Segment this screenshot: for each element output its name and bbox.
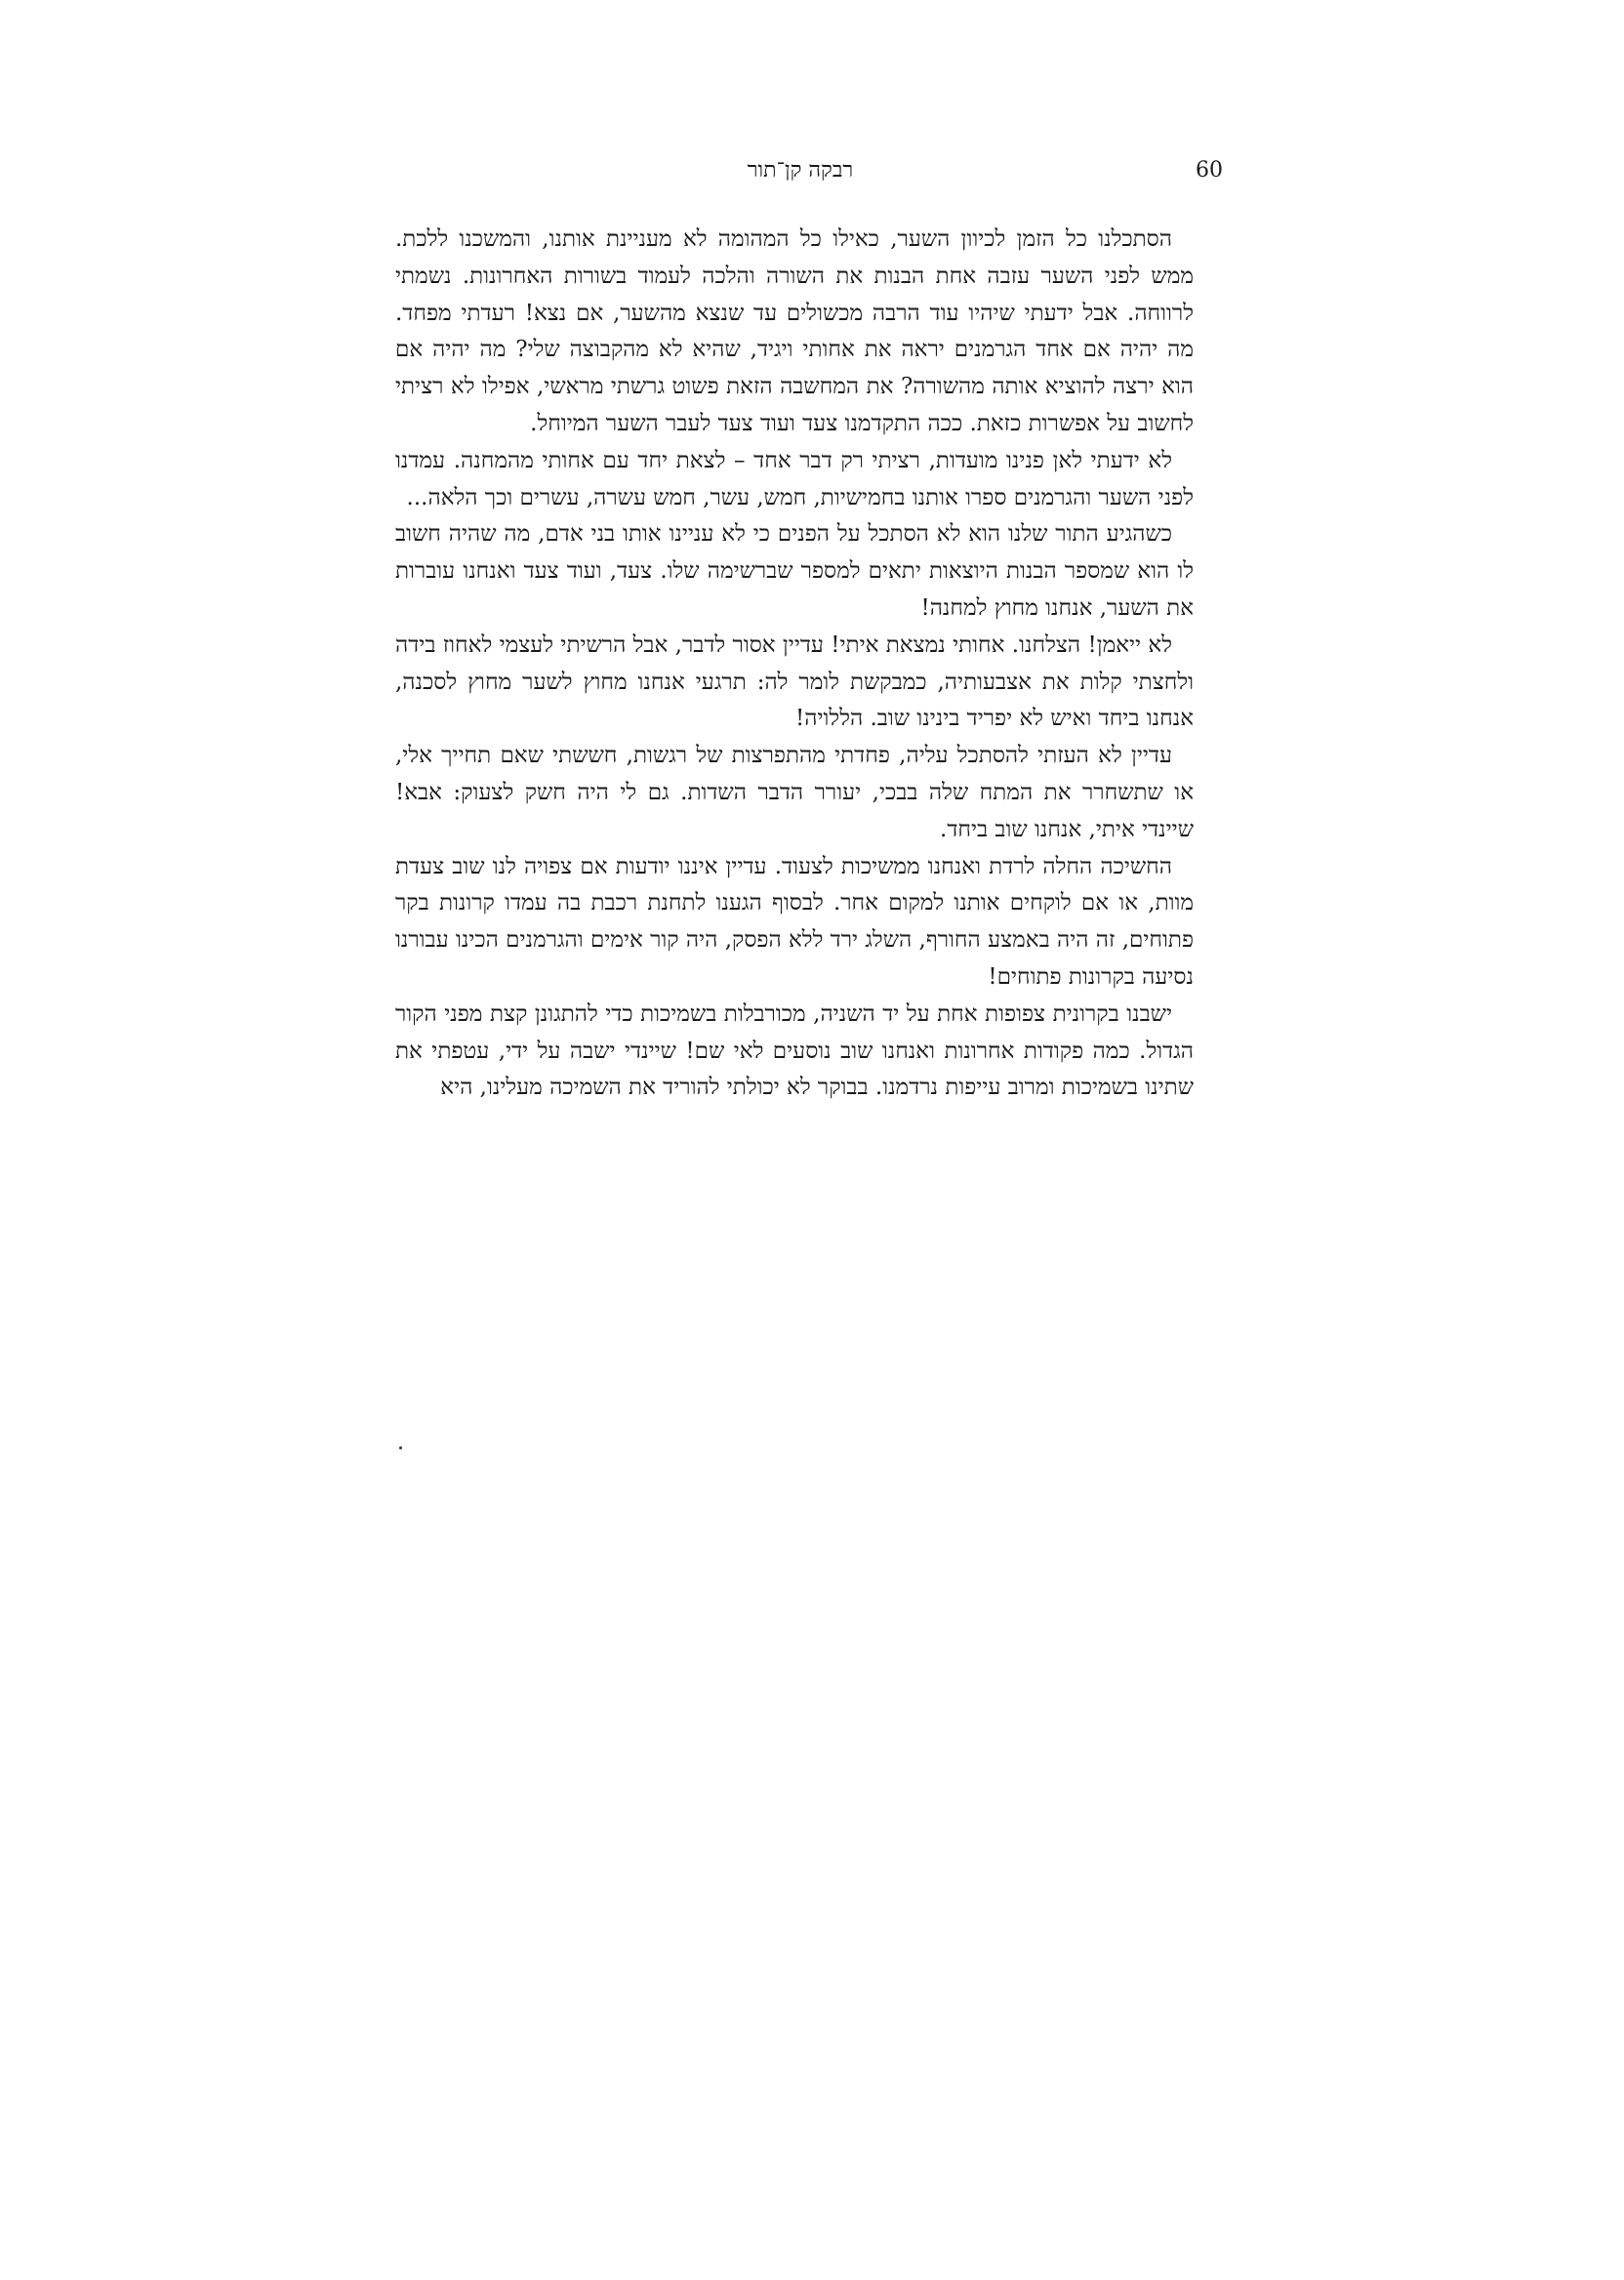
scan-speck (399, 1446, 402, 1449)
paragraph: כשהגיע התור שלנו הוא לא הסתכל על הפנים כי לא עניינו אותו בני אדם, מה שהיה חשוב לו הוא שמספר הבנות היוצאות יתאים למספר שברשימה שלו. צעד, ועוד צעד ואנחנו עוברות את השער, אנחנו מחוץ למחנה! (395, 521, 1194, 621)
paragraph: החשיכה החלה לרדת ואנחנו ממשיכות לצעוד. עדיין איננו יודעות אם צפויה לנו שוב צעדת מוות, או אם לוקחים אותנו למקום אחר. לבסוף הגענו לתחנת רכבת בה עמדו קרונות בקר פתוחים, זה היה באמצע החורף, השלג ירד ללא הפסק, היה קור אימים והגרמנים הכינו עבורנו נסיעה בקרונות פתוחים! (395, 853, 1194, 990)
running-header (395, 151, 1223, 190)
page-number: 60 (1196, 158, 1223, 183)
body-text (395, 222, 1194, 1107)
paragraph: לא ידעתי לאן פנינו מועדות, רציתי רק דבר אחד – לצאת יחד עם אחותי מהמחנה. עמדנו לפני השער והגרמנים ספרו אותנו בחמישיות, חמש, עשר, חמש עשרה, עשרים וכך הלאה... (395, 447, 1194, 510)
paragraph: עדיין לא העזתי להסתכל עליה, פחדתי מהתפרצות של רגשות, חששתי שאם תחייך אלי, או שתשחרר את המתח שלה בבכי, יעורר הדבר השדות. גם לי היה חשק לצעוק: אבא! שיינדי איתי, אנחנו שוב ביחד. (395, 743, 1194, 842)
paragraph: הסתכלנו כל הזמן לכיוון השער, כאילו כל המהומה לא מעניינת אותנו, והמשכנו ללכת. ממש לפני השער עזבה אחת הבנות את השורה והלכה לעמוד בשורות האחרונות. נשמתי לרווחה. אבל ידעתי שיהיו עוד הרבה מכשולים עד שנצא מהשער, אם נצא! רעדתי מפחד. מה יהיה אם אחד הגרמנים יראה את אחותי ויגיד, שהיא לא מהקבוצה שלי? מה יהיה אם הוא ירצה להוציא אותה מהשורה? את המחשבה הזאת פשוט גרשתי מראשי, אפילו לא רציתי לחשוב על אפשרות כזאת. ככה התקדמנו צעד ועוד צעד לעבר השער המיוחל. (395, 226, 1194, 436)
running-header-author: רבקה קן־תור (747, 158, 854, 183)
paragraph: לא ייאמן! הצלחנו. אחותי נמצאת איתי! עדיין אסור לדבר, אבל הרשיתי לעצמי לאחוז בידה ולחצתי קלות את אצבעותיה, כמבקשת לומר לה: תרגעי אנחנו מחוץ לשער מחוץ לסכנה, אנחנו ביחד ואיש לא יפריד בינינו שוב. הללויה! (395, 631, 1194, 732)
paragraph: ישבנו בקרונית צפופות אחת על יד השניה, מכורבלות בשמיכות כדי להתגונן קצת מפני הקור הגדול. כמה פקודות אחרונות ואנחנו שוב נוסעים לאי שם! שיינדי ישבה על ידי, עטפתי את שתינו בשמיכות ומרוב עייפות נרדמנו. בבוקר לא יכולתי להוריד את השמיכה מעלינו, היא (395, 1000, 1194, 1101)
